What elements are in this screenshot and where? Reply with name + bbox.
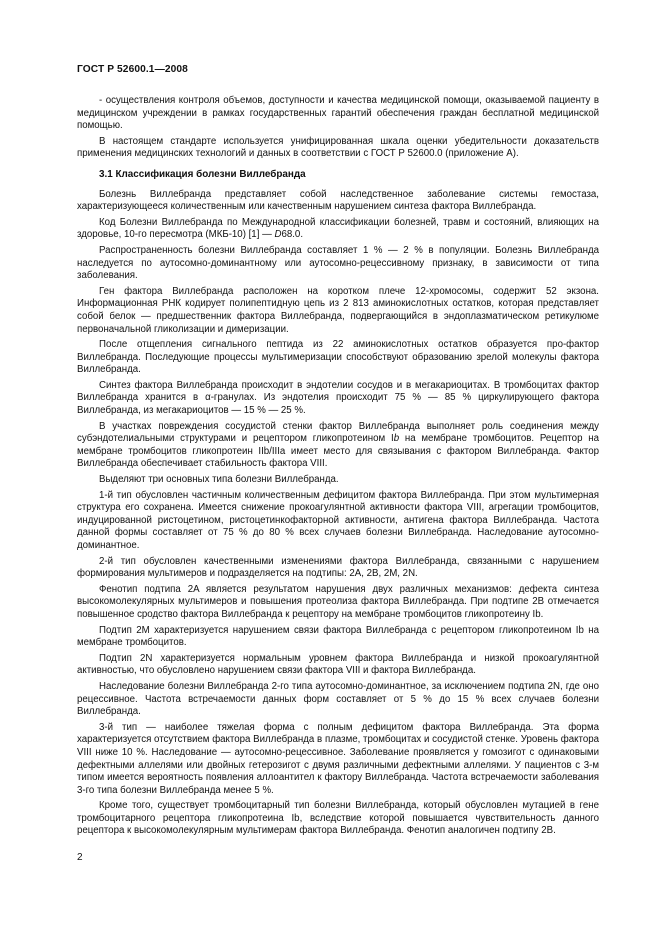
text-run: 68.0.: [281, 229, 304, 241]
paragraph: Кроме того, существует тромбоцитарный тип болезни Виллебранда, который обусловлен мутацией в гене тромбоцитарного рецептора гликопротеина Ib, вследствие которой повышается чувствительность данного рецептора к высокомолекулярным мультимерам фактора Виллебранда. Фенотип аналогичен подтипу 2B.: [77, 800, 599, 837]
paragraph: Наследование болезни Виллебранда 2-го типа аутосомно-доминантное, за исключением подтипа 2N, где оно рецессивное. Частота встречаемости данных форм составляет от 5 % до 15 % всех случаев болезни Виллебранда.: [77, 680, 599, 718]
paragraph: 2-й тип обусловлен качественными изменениями фактора Виллебранда, связанными с нарушением формирования мультимеров и подразделяется на подтипы: 2A, 2B, 2M, 2N.: [77, 555, 599, 580]
paragraph: Болезнь Виллебранда представляет собой наследственное заболевание системы гемостаза, характеризующееся количественным или качественным нарушением синтеза фактора Виллебранда.: [77, 188, 599, 213]
text-run: В участках повреждения сосудистой стенки фактор Виллебранда выполняет роль соединения между субэндотелиальными структурами и рецептором гликопротеином I: [77, 420, 599, 445]
paragraph: Подтип 2M характеризуется нарушением связи фактора Виллебранда с рецептором гликопротеином Ib на мембране тромбоцитов.: [77, 624, 599, 649]
document-header: ГОСТ Р 52600.1—2008: [77, 64, 188, 75]
paragraph: Распространенность болезни Виллебранда составляет 1 % — 2 % в популяции. Болезнь Виллебранда наследуется по аутосомно-доминантному или аутосомно-рецессивному признаку, в зависимости от типа заболевания.: [77, 244, 599, 282]
paragraph: Фенотип подтипа 2A является результатом нарушения двух различных механизмов: дефекта синтеза высокомолекулярных мультимеров и повышения протеолиза фактора Виллебранда. При подтипе 2B отмечается повышенное сродство фактора Виллебранда к рецептору на мембране тромбоцитов гликопротеину Ib.: [77, 583, 599, 620]
text-run: на мембране тромбоцитов. Рецептор на мембране тромбоцитов гликопротеин IIb/IIIa имеет место для связывания с фактором Виллебранда. Фактор Виллебранда обеспечивает стабильность фактора VIII.: [77, 433, 599, 470]
text-run: Код Болезни Виллебранда по Международной классификации болезней, травм и состояний, влияющих на здоровье, 10-го пересмотра (МКБ-10) [1] —: [77, 216, 599, 241]
paragraph: - осуществления контроля объемов, доступности и качества медицинской помощи, оказываемой пациенту в медицинском учреждении в рамках государственных гарантий обеспечения граждан бесплатной медицинской помощью.: [77, 95, 599, 132]
alpha-symbol: α: [205, 392, 211, 404]
paragraph: 1-й тип обусловлен частичным количественным дефицитом фактора Виллебранда. При этом мультимерная структура его сохранена. Имеется снижение прокоагулянтной активности фактора VIII, агрегации тромбоцитов, индуцированной ристоцетином, ристоцетинкофакторной активности, антигена фактора Виллебранда. Частота данной формы составляет от 75 % до 80 % всех случаев болезни Виллебранда. Наследование аутосомно-доминантное.: [77, 489, 599, 551]
paragraph: Ген фактора Виллебранда расположен на коротком плече 12-хромосомы, содержит 52 экзона. Информационная РНК кодирует полипептидную цепь из 2 813 аминокислотных остатков, которая представляет собой белок — предшественник фактора Виллебранда, подвергающийся в эндоплазматическом ретикулюме первоначальной гликолизации и димеризации.: [77, 285, 599, 335]
paragraph: После отщепления сигнального пептида из 22 аминокислотных остатков образуется про-фактор Виллебранда. Последующие процессы мультимеризации способствуют образованию зрелой молекулы фактора Виллебранда.: [77, 339, 599, 376]
paragraph: [77, 421, 599, 471]
italic-text: b: [393, 433, 400, 445]
italic-text: D: [274, 229, 282, 241]
paragraph: 3-й тип — наиболее тяжелая форма с полным дефицитом фактора Виллебранда. Эта форма характеризуется отсутствием фактора Виллебранда в плазме, тромбоцитах и сосудистой стенке. Уровень фактора VIII ниже 10 %. Наследование — аутосомно-рецессивное. Заболевание проявляется у гомозигот с одинаковыми дефектными аллелями или двойных гетерозигот с двумя различными дефектными аллелями. У пациентов с 3-м типом имеется вероятность появления аллоантител к фактору Виллебранда. Частота встречаемости заболевания 3-го типа болезни Виллебранда менее 5 %.: [77, 721, 599, 796]
document-body: [77, 95, 599, 841]
text-run: -гранулах. Из эндотелия происходит 75 % — 85 % циркулирующего фактора Виллебранда, из мегакариоцитов — 15 % — 25 %.: [77, 392, 599, 417]
paragraph: Выделяют три основных типа болезни Виллебранда.: [99, 474, 339, 486]
paragraph: [77, 380, 599, 418]
text-run: Синтез фактора Виллебранда происходит в эндотелии сосудов и в мегакариоцитах. В тромбоцитах фактор Виллебранда хранится в: [77, 379, 599, 404]
paragraph: Подтип 2N характеризуется нормальным уровнем фактора Виллебранда и низкой прокоагулянтной активностью, что обусловлено нарушением связи фактора VIII и фактора Виллебранда.: [77, 652, 599, 677]
paragraph: [77, 217, 599, 242]
paragraph: В настоящем стандарте используется унифицированная шкала оценки убедительности доказательств применения медицинских технологий и данных в соответствии с ГОСТ Р 52600.0 (приложение А).: [77, 135, 599, 160]
page-number: 2: [77, 852, 83, 863]
section-title: 3.1 Классификация болезни Виллебранда: [99, 168, 306, 180]
